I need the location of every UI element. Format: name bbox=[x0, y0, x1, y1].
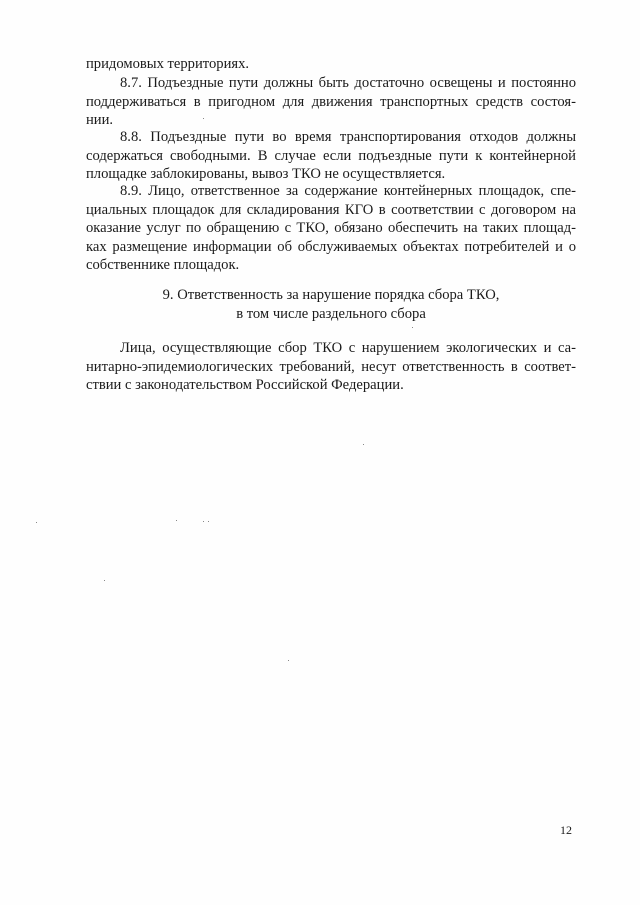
paragraph-9 bbox=[86, 339, 576, 395]
paragraph-8-8 bbox=[86, 128, 576, 184]
text-line: ках размещение информации об обслуживаемых объектах потребителей и о bbox=[86, 238, 576, 255]
scan-speck bbox=[203, 118, 204, 119]
scan-speck bbox=[412, 327, 413, 328]
scan-speck bbox=[208, 521, 209, 522]
text-line: ствии с законодательством Российской Федерации. bbox=[86, 377, 404, 394]
scan-speck bbox=[363, 444, 364, 445]
paragraph-continuation bbox=[86, 55, 576, 74]
text-line: 8.9. Лицо, ответственное за содержание контейнерных площадок, спе- bbox=[120, 183, 576, 199]
scan-speck bbox=[203, 521, 204, 522]
scan-speck bbox=[288, 660, 289, 661]
text-line: поддерживаться в пригодном для движения транспортных средств состоя- bbox=[86, 93, 576, 110]
text-line: придомовых территориях. bbox=[86, 56, 250, 72]
scan-speck bbox=[36, 522, 37, 523]
text-line: площадке заблокированы, вывоз ТКО не осуществляется. bbox=[86, 166, 446, 183]
paragraph-8-7 bbox=[86, 74, 576, 130]
scan-speck bbox=[176, 520, 177, 521]
paragraph-8-9 bbox=[86, 182, 576, 275]
heading-line: 9. Ответственность за нарушение порядка сбора ТКО, bbox=[162, 287, 500, 303]
text-line: Лица, осуществляющие сбор ТКО с нарушением экологических и са- bbox=[120, 340, 576, 356]
text-line: собственнике площадок. bbox=[86, 257, 240, 274]
text-line: циальных площадок для складирования КГО в соответствии с договором на bbox=[86, 201, 576, 218]
text-line: нии. bbox=[86, 112, 114, 129]
section-heading bbox=[86, 286, 576, 324]
text-line: нитарно-эпидемиологических требований, несут ответственность в соответ- bbox=[86, 358, 576, 375]
text-line: оказание услуг по обращению с ТКО, обязано обеспечить на таких площад- bbox=[86, 220, 576, 237]
scan-speck bbox=[104, 580, 105, 581]
text-line: содержаться свободными. В случае если подъездные пути к контейнерной bbox=[86, 147, 576, 164]
heading-line: в том числе раздельного сбора bbox=[236, 306, 426, 322]
page-number: 12 bbox=[560, 823, 572, 837]
text-line: 8.7. Подъездные пути должны быть достаточно освещены и постоянно bbox=[120, 75, 576, 91]
text-line: 8.8. Подъездные пути во время транспортирования отходов должны bbox=[120, 129, 576, 145]
